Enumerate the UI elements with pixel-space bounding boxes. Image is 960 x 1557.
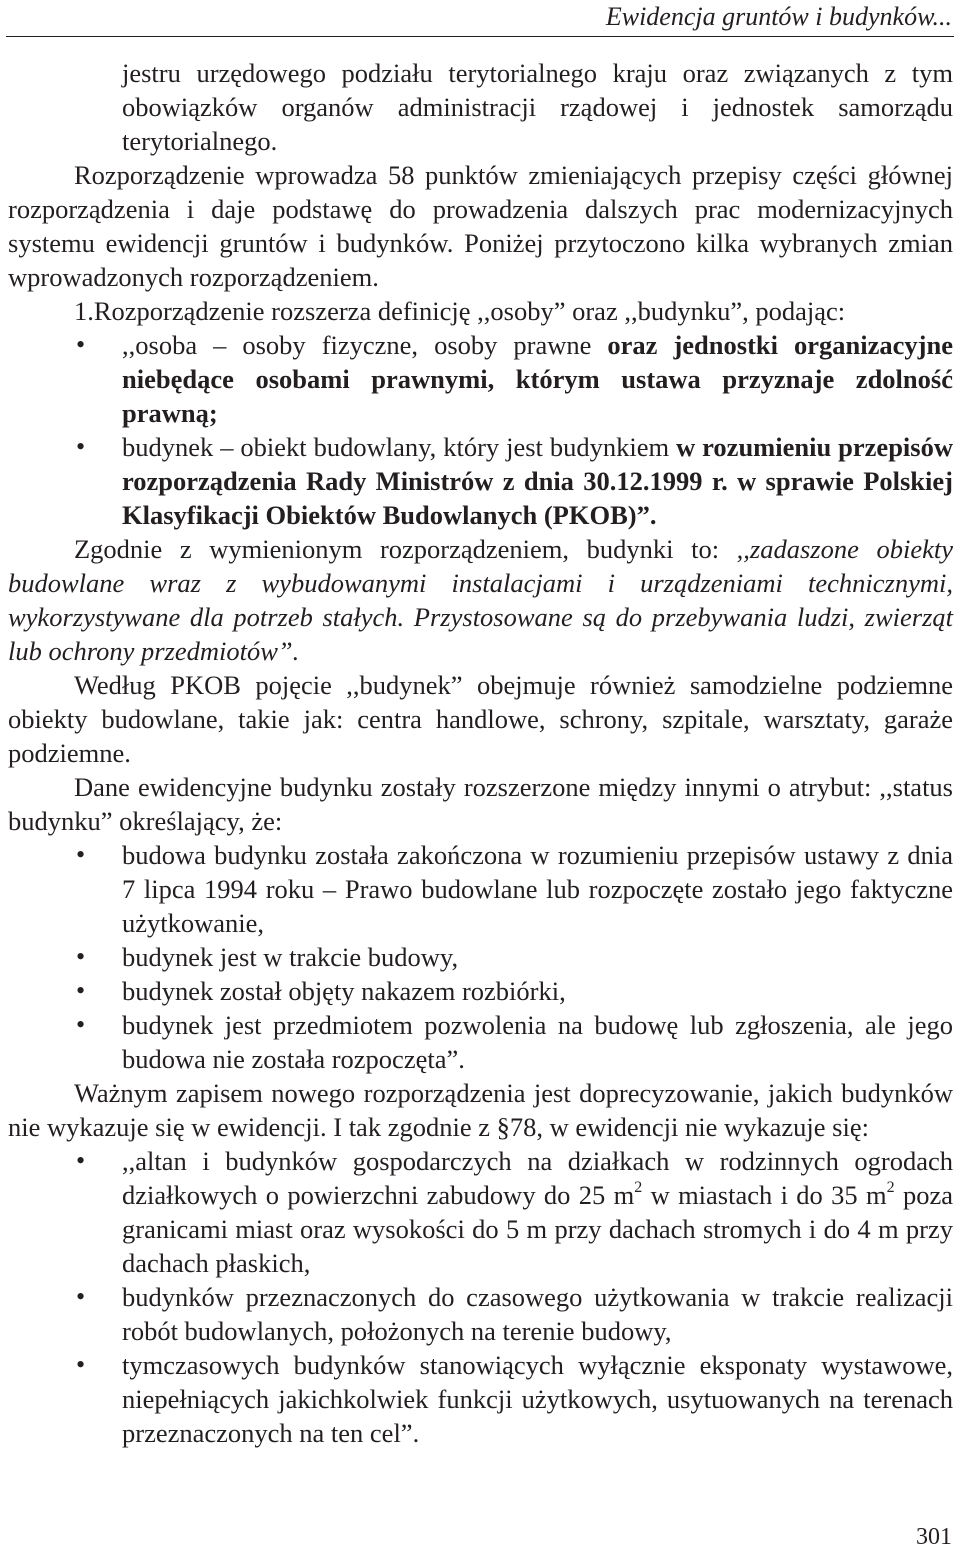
paragraph-intro: Rozporządzenie wprowadza 58 punktów zmieniających przepisy części głównej rozporządzenia i daje podstawę do prowadzenia dalszych prac modernizacyjnych systemu ewidencji gruntów i budynków. Poniżej przytoczono kilka wybranych zmian wprowadzonych rozporządzeniem. xyxy=(8,160,953,292)
bullet-icon: • xyxy=(76,432,86,461)
list-item xyxy=(8,328,953,430)
bullet-icon: • xyxy=(76,1146,86,1175)
definition-osoba-bold: oraz jednostki organizacyjne niebędące osobami prawnymi, którym ustawa przyznaje zdolność prawną; xyxy=(122,330,953,428)
paragraph-definitions: 1.Rozporządzenie rozszerza definicję ,,osoby” oraz ,,budynku”, podając: xyxy=(74,296,846,326)
running-header xyxy=(0,0,960,40)
status-item: budowa budynku została zakończona w rozumieniu przepisów ustawy z dnia 7 lipca 1994 roku – Prawo budowlane lub rozpoczęte zostało jego faktyczne użytkowanie, xyxy=(122,840,953,938)
paragraph-exclusions: Ważnym zapisem nowego rozporządzenia jest doprecyzowanie, jakich budynków nie wykazuje się w ewidencji. I tak zgodnie z §78, w ewidencji nie wykazuje się: xyxy=(8,1078,953,1142)
paragraph-budynki-quote xyxy=(8,532,953,668)
page-body xyxy=(8,56,953,1450)
bullet-icon: • xyxy=(76,942,86,971)
header-rule xyxy=(6,36,954,37)
bullet-icon: • xyxy=(76,976,86,1005)
list-item xyxy=(8,1348,953,1450)
exclusion-text: tymczasowych budynków stanowiących wyłącznie eksponaty wystawowe, niepełniących jakichkolwiek funkcji użytkowych, usytuowanych na terenach przeznaczonych na ten cel”. xyxy=(122,1350,953,1448)
list-item xyxy=(8,940,953,974)
status-item: budynek został objęty nakazem rozbiórki, xyxy=(122,976,566,1006)
quote-lead: Zgodnie z wymienionym rozporządzeniem, budynki to: xyxy=(74,534,737,564)
exclusion-text: w miastach i do 35 m xyxy=(642,1180,887,1210)
list-item xyxy=(8,1280,953,1348)
superscript: 2 xyxy=(886,1179,895,1197)
bullet-icon: • xyxy=(76,1350,86,1379)
list-item xyxy=(8,838,953,940)
paragraph-continuation: jestru urzędowego podziału terytorialnego kraju oraz związanych z tym obowiązków organów administracji rządowej i jednostek samorządu terytorialnego. xyxy=(122,58,953,156)
paragraph-status: Dane ewidencyjne budynku zostały rozszerzone między innymi o atrybut: ,,status budynku” określający, że: xyxy=(8,772,953,836)
superscript: 2 xyxy=(634,1179,643,1197)
page-number: 301 xyxy=(916,1524,952,1550)
header-title: Ewidencja gruntów i budynków... xyxy=(605,2,952,31)
definitions-list xyxy=(8,328,953,532)
bullet-icon: • xyxy=(76,1010,86,1039)
list-item xyxy=(8,974,953,1008)
quote-italic: ,,zadaszone obiekty budowlane wraz z wybudowanymi instalacjami i urządzeniami technicznymi, wykorzystywane dla potrzeb stałych. Przystosowane są do przebywania ludzi, zwierząt lub ochrony przedmiotów”. xyxy=(8,534,953,666)
exclusion-text: ,,altan i budynków gospodarczych na działkach w rodzinnych ogrodach działkowych o powierzchni zabudowy do 25 m xyxy=(122,1146,953,1210)
exclusions-list xyxy=(8,1144,953,1450)
status-item: budynek jest w trakcie budowy, xyxy=(122,942,459,972)
status-list xyxy=(8,838,953,1076)
status-item: budynek jest przedmiotem pozwolenia na budowę lub zgłoszenia, ale jego budowa nie została rozpoczęta”. xyxy=(122,1010,953,1074)
bullet-icon: • xyxy=(76,1282,86,1311)
paragraph-pkob: Według PKOB pojęcie ,,budynek” obejmuje również samodzielne podziemne obiekty budowlane, takie jak: centra handlowe, schrony, szpitale, warsztaty, garaże podziemne. xyxy=(8,670,953,768)
list-item xyxy=(8,1008,953,1076)
definition-budynek-plain: budynek – obiekt budowlany, który jest budynkiem xyxy=(122,432,677,462)
exclusion-text: poza granicami miast oraz wysokości do 5 m przy dachach stromych i do 4 m przy dachach płaskich, xyxy=(122,1180,953,1278)
bullet-icon: • xyxy=(76,330,86,359)
list-item xyxy=(8,430,953,532)
bullet-icon: • xyxy=(76,840,86,869)
definition-budynek-bold: w rozumieniu przepisów rozporządzenia Rady Ministrów z dnia 30.12.1999 r. w sprawie Polskiej Klasyfikacji Obiektów Budowlanych (PKOB)”. xyxy=(122,432,953,530)
definition-osoba-plain: ,,osoba – osoby fizyczne, osoby prawne xyxy=(122,330,608,360)
list-item xyxy=(8,1144,953,1280)
exclusion-text: budynków przeznaczonych do czasowego użytkowania w trakcie realizacji robót budowlanych, położonych na terenie budowy, xyxy=(122,1282,953,1346)
